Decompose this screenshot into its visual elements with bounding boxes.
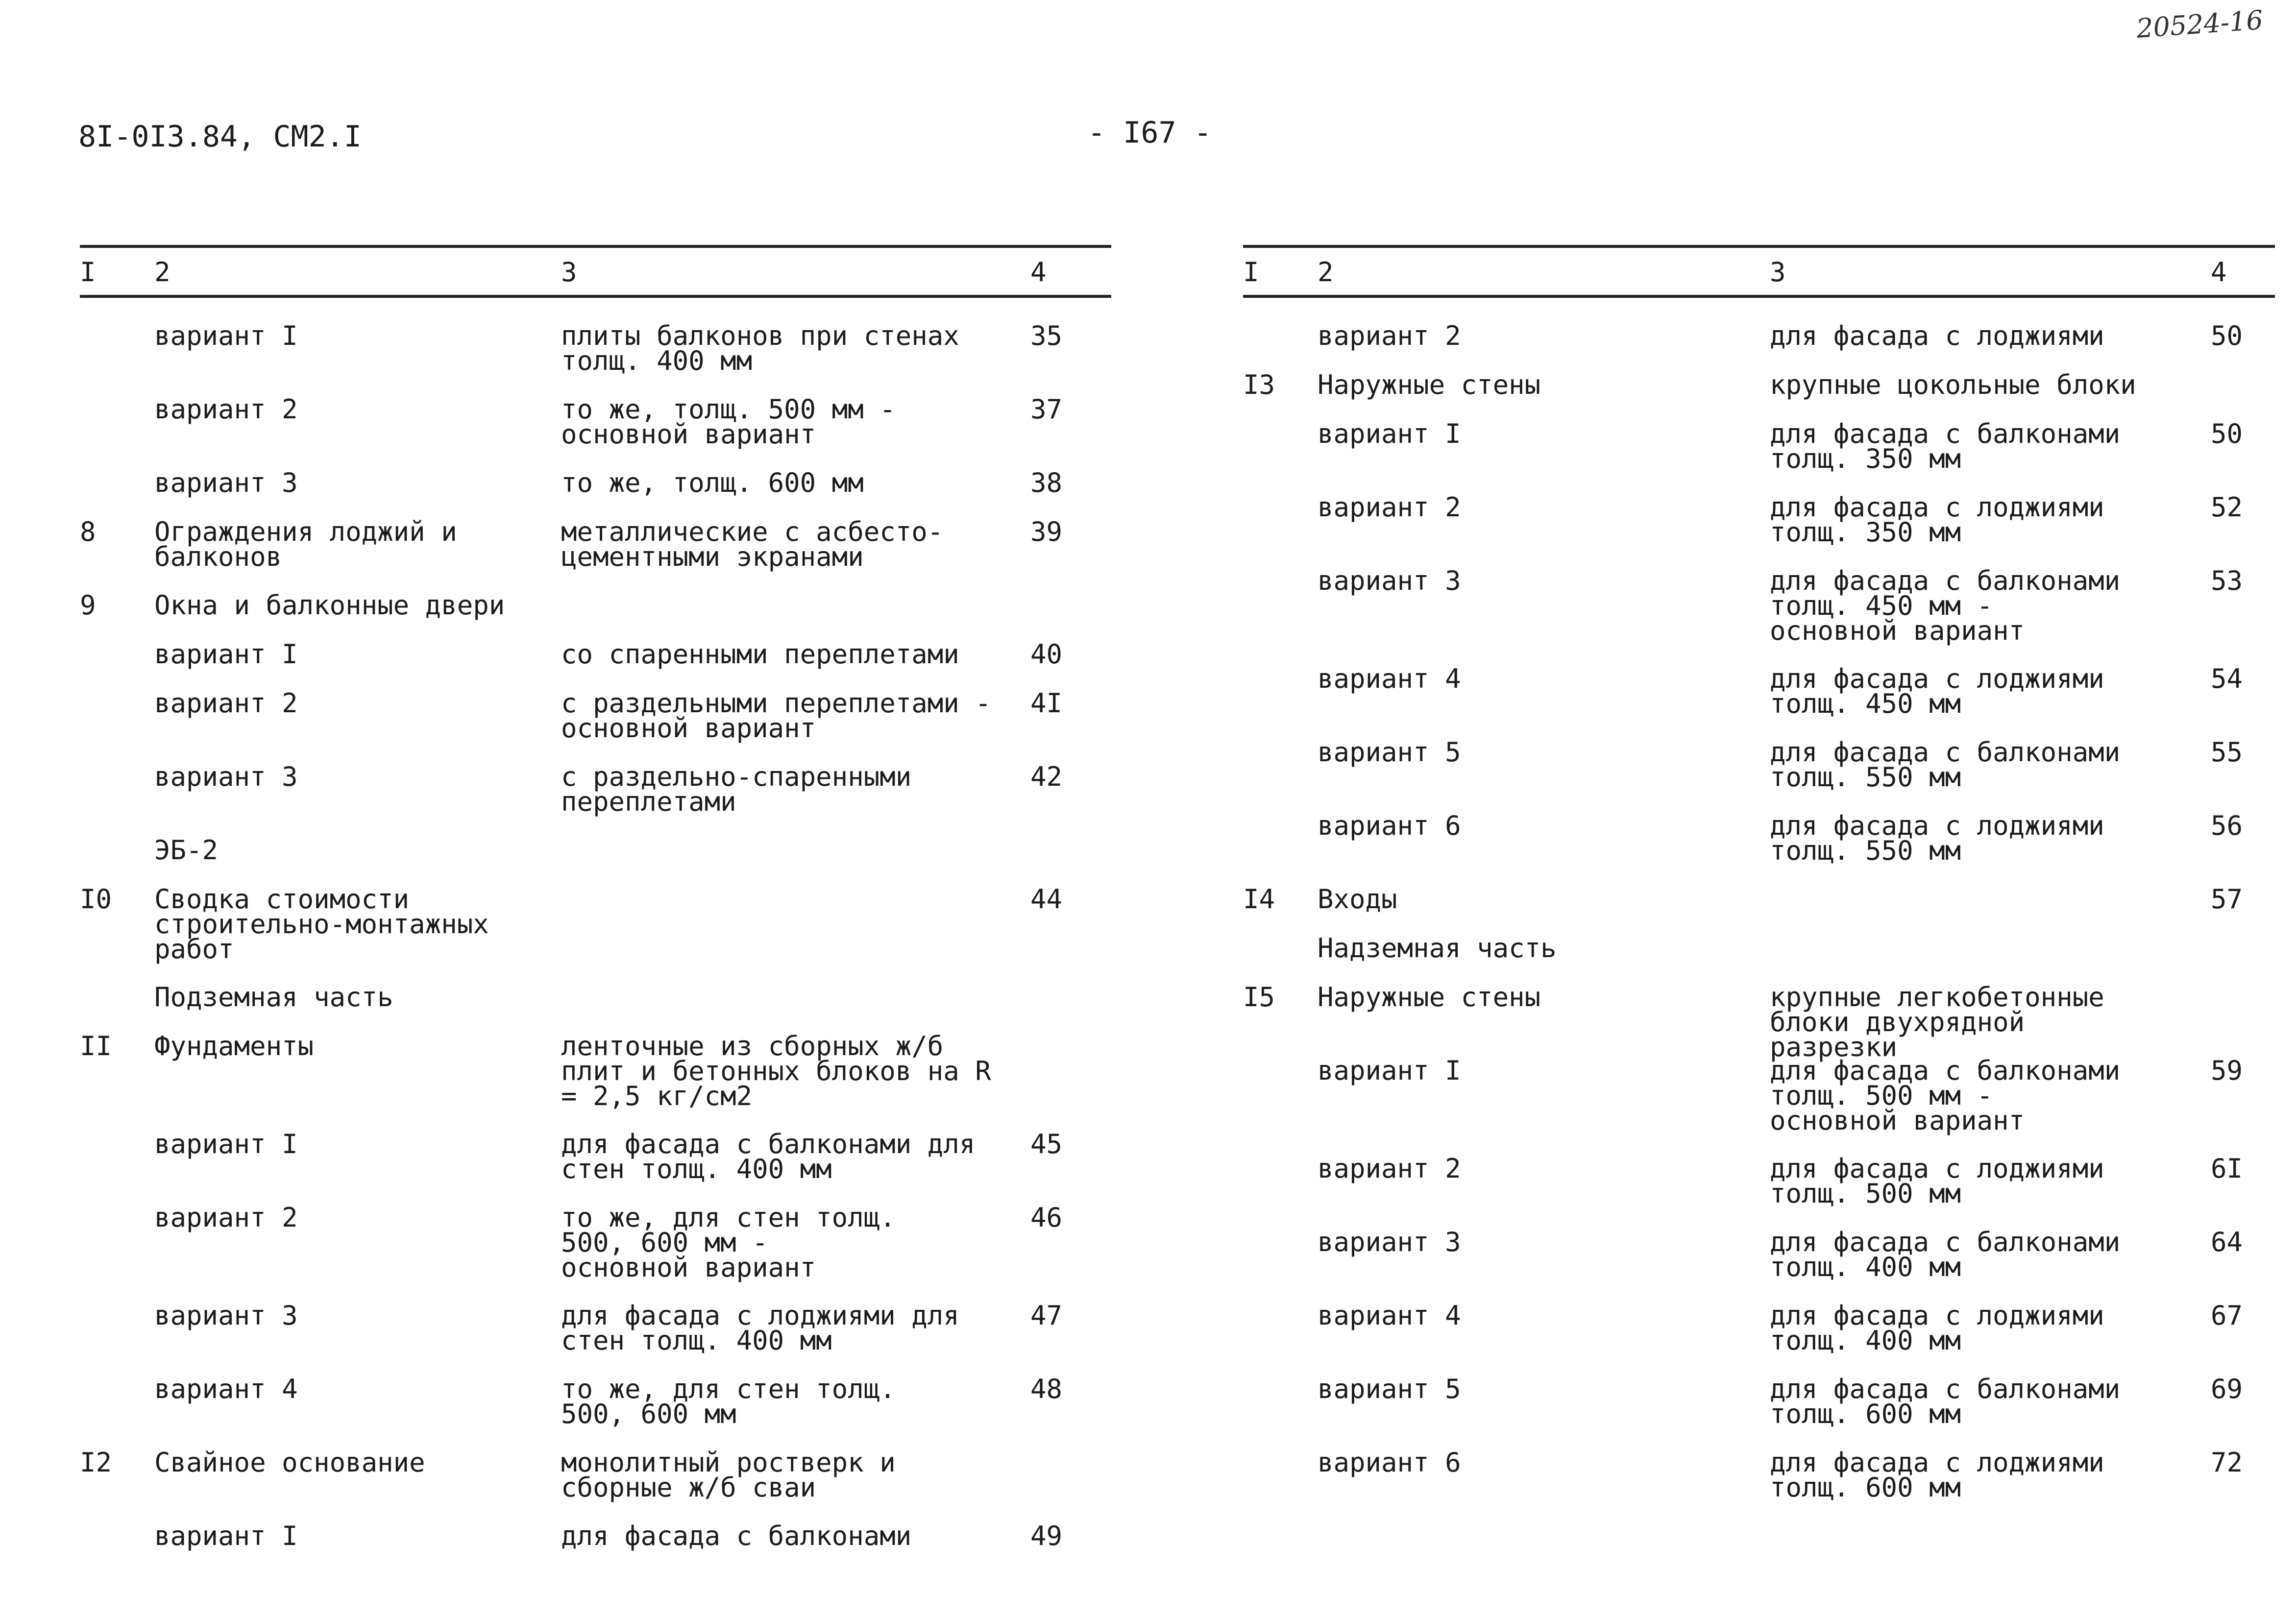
row-page: 40	[1030, 639, 1063, 670]
row-name: вариант I	[154, 639, 298, 670]
row-description: плиты балконов при стенах толщ. 400 мм	[561, 320, 959, 376]
row-description: со спаренными переплетами	[561, 639, 959, 670]
row-name: вариант I	[154, 1129, 298, 1159]
row-name: вариант 3	[1318, 565, 1461, 596]
row-name: вариант 4	[1318, 1300, 1461, 1331]
row-name: вариант 2	[154, 688, 298, 719]
row-page: 39	[1030, 516, 1063, 547]
row-page: 57	[2211, 884, 2243, 915]
row-description: для фасада с лоджиями для стен толщ. 400 мм	[561, 1300, 959, 1356]
header-col-3: 3	[561, 257, 577, 288]
table-row	[80, 467, 1111, 519]
row-name: вариант 3	[1318, 1227, 1461, 1257]
row-page: 59	[2211, 1055, 2243, 1086]
row-page: 4I	[1030, 688, 1063, 719]
row-page: 69	[2211, 1374, 2243, 1404]
table-row	[80, 1447, 1111, 1523]
row-page: 47	[1030, 1300, 1063, 1331]
row-name: Свайное основание	[154, 1447, 425, 1478]
table-row	[1243, 1376, 2275, 1450]
row-name: вариант I	[1318, 418, 1461, 449]
row-page: 35	[1030, 320, 1063, 351]
row-name: вариант 2	[1318, 320, 1461, 351]
row-description: с раздельно-спаренными переплетами	[561, 761, 912, 817]
table-header-rule	[1243, 295, 2275, 298]
row-description: для фасада с балконами толщ. 550 мм	[1770, 737, 2121, 793]
row-description: для фасада с балконами	[561, 1520, 912, 1551]
row-name: Надземная часть	[1318, 933, 1557, 964]
row-description: для фасада с лоджиями толщ. 400 мм	[1770, 1300, 2104, 1356]
row-name: Окна и балконные двери	[154, 590, 505, 621]
row-description: для фасада с балконами для стен толщ. 400 мм	[561, 1129, 976, 1184]
row-description: для фасада с лоджиями	[1770, 320, 2104, 351]
table-row	[1243, 663, 2275, 740]
table-row	[1243, 982, 2275, 1062]
table-header	[1243, 248, 2275, 295]
row-description: для фасада с лоджиями толщ. 500 мм	[1770, 1153, 2104, 1209]
row-name: вариант I	[1318, 1055, 1461, 1086]
header-col-4: 4	[2211, 257, 2227, 288]
table-row	[80, 516, 1111, 593]
table-row	[80, 320, 1111, 397]
row-number: 8	[80, 516, 96, 547]
table-row	[80, 1376, 1111, 1450]
row-description: то же, для стен толщ. 500, 600 мм	[561, 1374, 896, 1429]
row-description: то же, для стен толщ. 500, 600 мм - основной вариант	[561, 1202, 896, 1283]
row-name: вариант 3	[154, 467, 298, 498]
row-page: 50	[2211, 320, 2243, 351]
table-row	[80, 1202, 1111, 1303]
header-col-1: I	[1243, 257, 1259, 288]
row-description: для фасада с балконами толщ. 500 мм - основной вариант	[1770, 1055, 2121, 1136]
row-name: вариант 5	[1318, 1374, 1461, 1404]
table-row	[1243, 1447, 2275, 1523]
row-name: вариант 6	[1318, 1447, 1461, 1478]
row-description: для фасада с лоджиями толщ. 350 мм	[1770, 492, 2104, 548]
row-page: 55	[2211, 737, 2243, 768]
table-row	[1243, 565, 2275, 666]
row-description: для фасада с лоджиями толщ. 600 мм	[1770, 1447, 2104, 1503]
row-description: для фасада с лоджиями толщ. 450 мм	[1770, 663, 2104, 719]
row-number: I5	[1243, 982, 1275, 1013]
row-description: ленточные из сборных ж/б плит и бетонных блоков на R = 2,5 кг/см2	[561, 1031, 991, 1111]
header-col-1: I	[80, 257, 96, 288]
row-number: I0	[80, 884, 112, 915]
table-row	[1243, 1055, 2275, 1156]
table-row	[1243, 810, 2275, 887]
header-col-3: 3	[1770, 257, 1786, 288]
row-name: вариант 2	[1318, 492, 1461, 523]
table-row	[1243, 737, 2275, 813]
row-name: вариант I	[154, 1520, 298, 1551]
table-row	[80, 761, 1111, 838]
table-row	[80, 1300, 1111, 1376]
table-row	[1243, 369, 2275, 421]
row-page: 54	[2211, 663, 2243, 694]
table-row	[80, 982, 1111, 1034]
table-row	[1243, 418, 2275, 495]
row-number: II	[80, 1031, 112, 1062]
table-row	[80, 394, 1111, 470]
table-row	[80, 1129, 1111, 1205]
row-name: вариант 6	[1318, 810, 1461, 841]
row-name: вариант 3	[154, 761, 298, 792]
row-number: 9	[80, 590, 96, 621]
row-description: крупные легкобетонные блоки двухрядной разрезки	[1770, 982, 2104, 1062]
page-stamp: 20524-16	[2135, 4, 2264, 44]
table-row	[1243, 1227, 2275, 1303]
header-col-2: 2	[1318, 257, 1334, 288]
row-page: 45	[1030, 1129, 1063, 1159]
row-page: 46	[1030, 1202, 1063, 1233]
table-row	[80, 884, 1111, 985]
row-name: вариант I	[154, 320, 298, 351]
row-name: ЭБ-2	[154, 835, 219, 866]
row-page: 49	[1030, 1520, 1063, 1551]
row-name: вариант 4	[1318, 663, 1461, 694]
row-description: с раздельными переплетами - основной вариант	[561, 688, 991, 744]
row-name: Сводка стоимости строительно-монтажных работ	[154, 884, 489, 965]
row-name: вариант 2	[154, 1202, 298, 1233]
row-name: Фундаменты	[154, 1031, 314, 1062]
row-page: 38	[1030, 467, 1063, 498]
row-page: 42	[1030, 761, 1063, 792]
row-name: Ограждения лоджий и балконов	[154, 516, 457, 572]
right-table	[1243, 245, 2275, 1523]
document-code: 8I-0I3.84, СМ2.I	[78, 120, 362, 154]
table-header	[80, 248, 1111, 295]
table-row	[80, 1031, 1111, 1132]
row-page: 37	[1030, 394, 1063, 425]
table-row	[1243, 1300, 2275, 1376]
header-col-4: 4	[1030, 257, 1047, 288]
row-page: 52	[2211, 492, 2243, 523]
row-description: крупные цокольные блоки	[1770, 369, 2136, 400]
row-page: 67	[2211, 1300, 2243, 1331]
row-description: для фасада с лоджиями толщ. 550 мм	[1770, 810, 2104, 866]
row-page: 64	[2211, 1227, 2243, 1257]
row-description: для фасада с балконами толщ. 600 мм	[1770, 1374, 2121, 1429]
row-description: для фасада с балконами толщ. 400 мм	[1770, 1227, 2121, 1282]
row-name: Наружные стены	[1318, 982, 1541, 1013]
row-name: Входы	[1318, 884, 1397, 915]
row-page: 50	[2211, 418, 2243, 449]
table-row	[80, 639, 1111, 691]
row-name: вариант 2	[154, 394, 298, 425]
row-name: вариант 4	[154, 1374, 298, 1404]
row-description: то же, толщ. 500 мм - основной вариант	[561, 394, 896, 450]
table-row	[80, 835, 1111, 887]
table-header-rule	[80, 295, 1111, 298]
header-col-2: 2	[154, 257, 171, 288]
row-description: то же, толщ. 600 мм	[561, 467, 864, 498]
row-number: I4	[1243, 884, 1275, 915]
table-row	[80, 590, 1111, 642]
page-number: - I67 -	[1088, 116, 1212, 150]
row-page: 72	[2211, 1447, 2243, 1478]
row-page: 48	[1030, 1374, 1063, 1404]
row-name: Подземная часть	[154, 982, 393, 1013]
table-row	[1243, 884, 2275, 936]
table-row	[1243, 320, 2275, 372]
row-page: 6I	[2211, 1153, 2243, 1184]
table-row	[80, 1520, 1111, 1572]
row-name: Наружные стены	[1318, 369, 1541, 400]
row-page: 44	[1030, 884, 1063, 915]
row-description: металлические с асбесто-цементными экранами	[561, 516, 944, 572]
table-row	[1243, 933, 2275, 985]
row-description: для фасада с балконами толщ. 450 мм - основной вариант	[1770, 565, 2121, 646]
table-row	[1243, 492, 2275, 568]
row-number: I3	[1243, 369, 1275, 400]
row-description: для фасада с балконами толщ. 350 мм	[1770, 418, 2121, 474]
row-page: 56	[2211, 810, 2243, 841]
table-row	[1243, 1153, 2275, 1230]
row-name: вариант 2	[1318, 1153, 1461, 1184]
row-description: монолитный ростверк и сборные ж/б сваи	[561, 1447, 896, 1503]
table-row	[80, 688, 1111, 764]
row-name: вариант 3	[154, 1300, 298, 1331]
row-number: I2	[80, 1447, 112, 1478]
row-name: вариант 5	[1318, 737, 1461, 768]
left-table	[80, 245, 1111, 1572]
row-page: 53	[2211, 565, 2243, 596]
